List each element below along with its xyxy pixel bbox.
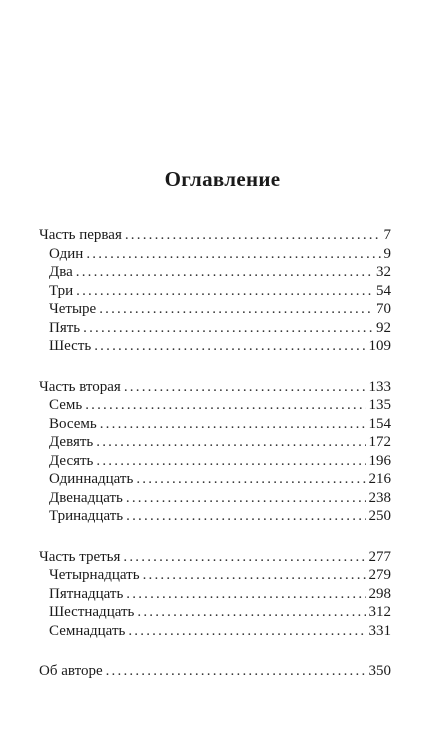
toc-part-2 bbox=[39, 378, 391, 526]
dot-leader bbox=[76, 282, 373, 301]
toc-part-3 bbox=[39, 548, 391, 641]
dot-leader bbox=[126, 585, 365, 604]
toc-entry-chapter-15 bbox=[39, 585, 391, 604]
entry-label: Тринадцать bbox=[49, 508, 124, 524]
toc-entry-chapter-13 bbox=[39, 507, 391, 526]
toc-entry-chapter-14 bbox=[39, 566, 391, 585]
toc-entry-chapter-6 bbox=[39, 337, 391, 356]
toc-entry-chapter-7 bbox=[39, 396, 391, 415]
entry-page-number: 133 bbox=[368, 378, 391, 395]
entry-label: Три bbox=[49, 282, 74, 299]
entry-label: Пять bbox=[49, 319, 81, 336]
entry-page-number: 298 bbox=[368, 585, 391, 602]
entry-page-number: 92 bbox=[376, 319, 391, 336]
dot-leader bbox=[126, 489, 366, 508]
dot-leader bbox=[100, 415, 366, 434]
toc-about-author bbox=[39, 662, 391, 681]
entry-label: Девять bbox=[49, 434, 94, 450]
dot-leader bbox=[94, 337, 365, 356]
dot-leader bbox=[137, 603, 365, 622]
toc-entry-chapter-5 bbox=[39, 319, 391, 338]
toc-entry-part-1 bbox=[39, 226, 391, 245]
entry-page-number: 250 bbox=[368, 508, 391, 524]
dot-leader bbox=[128, 622, 365, 641]
entry-page-number: 70 bbox=[376, 301, 391, 317]
entry-page-number: 277 bbox=[368, 548, 391, 565]
entry-page-number: 331 bbox=[368, 622, 391, 639]
entry-page-number: 54 bbox=[376, 282, 391, 299]
dot-leader bbox=[124, 378, 366, 397]
entry-label: Одиннадцать bbox=[49, 471, 134, 487]
entry-label: Один bbox=[49, 245, 84, 262]
entry-label: Десять bbox=[49, 452, 94, 469]
entry-page-number: 196 bbox=[368, 452, 391, 469]
entry-label: Двенадцать bbox=[49, 489, 123, 506]
entry-label: Два bbox=[49, 264, 73, 280]
entry-page-number: 7 bbox=[383, 227, 391, 243]
entry-page-number: 238 bbox=[368, 489, 391, 506]
dot-leader bbox=[96, 433, 365, 452]
entry-label: Шестнадцать bbox=[49, 604, 135, 620]
dot-leader bbox=[126, 507, 365, 526]
toc-entry-chapter-16 bbox=[39, 603, 391, 622]
entry-label: Шесть bbox=[49, 338, 92, 354]
table-of-contents bbox=[39, 226, 391, 703]
entry-label: Пятнадцать bbox=[49, 585, 124, 602]
entry-label: Четыре bbox=[49, 301, 97, 317]
toc-entry-about-author bbox=[39, 662, 391, 681]
entry-page-number: 9 bbox=[383, 245, 391, 262]
toc-entry-chapter-4 bbox=[39, 300, 391, 319]
entry-page-number: 312 bbox=[368, 604, 391, 620]
entry-label: Об авторе bbox=[39, 663, 103, 679]
entry-page-number: 109 bbox=[368, 338, 391, 354]
toc-title: Оглавление bbox=[164, 167, 281, 191]
dot-leader bbox=[136, 470, 365, 489]
entry-label: Семнадцать bbox=[49, 622, 126, 639]
entry-page-number: 350 bbox=[368, 663, 391, 679]
entry-label: Часть первая bbox=[39, 227, 122, 243]
entry-label: Четырнадцать bbox=[49, 567, 140, 583]
toc-entry-chapter-10 bbox=[39, 452, 391, 471]
entry-label: Восемь bbox=[49, 415, 97, 432]
toc-entry-chapter-8 bbox=[39, 415, 391, 434]
dot-leader bbox=[85, 396, 365, 415]
entry-label: Семь bbox=[49, 397, 83, 413]
entry-page-number: 135 bbox=[368, 397, 391, 413]
toc-entry-part-2 bbox=[39, 378, 391, 397]
toc-entry-chapter-2 bbox=[39, 263, 391, 282]
dot-leader bbox=[106, 662, 366, 681]
dot-leader bbox=[99, 300, 373, 319]
entry-label: Часть вторая bbox=[39, 378, 121, 395]
toc-entry-part-3 bbox=[39, 548, 391, 567]
entry-label: Часть третья bbox=[39, 548, 121, 565]
dot-leader bbox=[125, 226, 381, 245]
toc-entry-chapter-12 bbox=[39, 489, 391, 508]
toc-entry-chapter-11 bbox=[39, 470, 391, 489]
dot-leader bbox=[76, 263, 373, 282]
toc-entry-chapter-17 bbox=[39, 622, 391, 641]
dot-leader bbox=[83, 319, 373, 338]
dot-leader bbox=[123, 548, 365, 567]
toc-part-1 bbox=[39, 226, 391, 356]
dot-leader bbox=[143, 566, 366, 585]
entry-page-number: 279 bbox=[368, 567, 391, 583]
dot-leader bbox=[96, 452, 365, 471]
entry-page-number: 216 bbox=[368, 471, 391, 487]
entry-page-number: 32 bbox=[376, 264, 391, 280]
entry-page-number: 154 bbox=[368, 415, 391, 432]
toc-entry-chapter-1 bbox=[39, 245, 391, 264]
toc-entry-chapter-9 bbox=[39, 433, 391, 452]
entry-page-number: 172 bbox=[368, 434, 391, 450]
dot-leader bbox=[86, 245, 380, 264]
toc-entry-chapter-3 bbox=[39, 282, 391, 301]
